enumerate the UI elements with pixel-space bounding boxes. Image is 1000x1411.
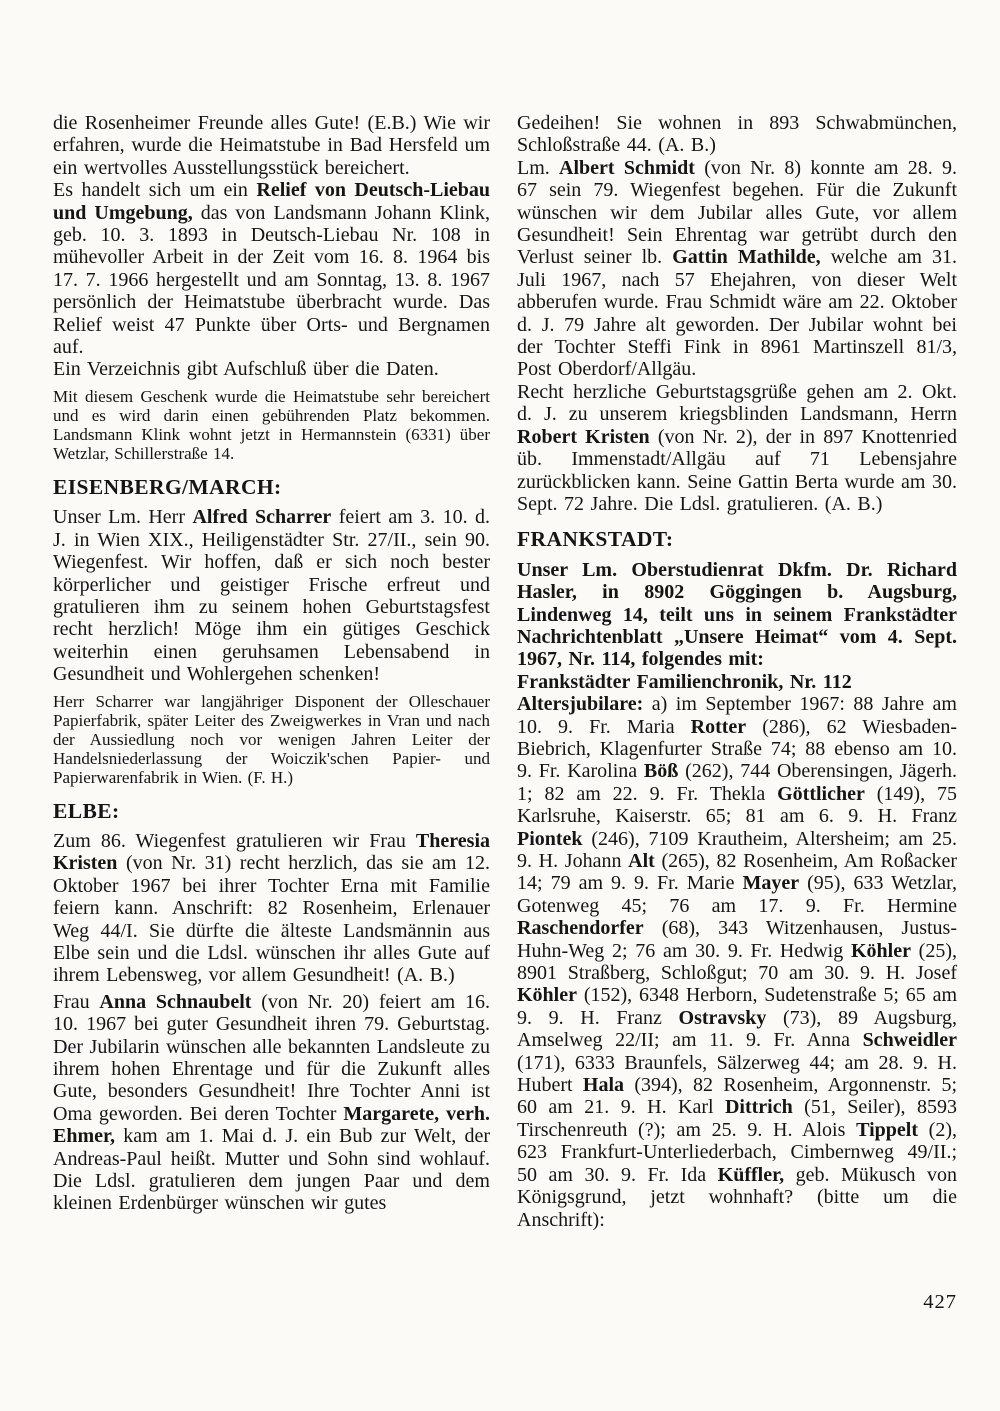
line-familienchronik-title: Frankstädter Familienchronik, Nr. 112 xyxy=(517,670,852,693)
paragraph-relief-deutsch-liebau: Es handelt sich um ein Relief von Deutsch-Liebau und Umgebung, das von Landsmann Johann Klink, geb. 10. 3. 1893 in Deutsch-Liebau Nr. 108 in mühevoller Arbeit in der Zeit vom 16. 8. 1964 bis 17. 7. 1966 hergestellt und am Sonntag, 13. 8. 1967 persönlich der Heimatstube überbracht wurde. Das Relief weist 47 Punkte über Orts- und Bergnamen auf. xyxy=(53,179,490,359)
page-number: 427 xyxy=(923,1291,957,1313)
paragraph-gedeihen-continuation: Gedeihen! Sie wohnen in 893 Schwabmünchen, Schloßstraße 44. (A. B.) xyxy=(517,112,957,157)
section-heading-eisenberg-march: EISENBERG/MARCH: xyxy=(53,474,282,499)
section-heading-elbe: ELBE: xyxy=(53,798,120,823)
paragraph-anna-schnaubelt: Frau Anna Schnaubelt (von Nr. 20) feiert am 16. 10. 1967 bei guter Gesundheit ihren 79. Geburtstag. Der Jubilarin wünschen alle bekannten Landsleute zu ihrem hohen Ehrentage und für die Zukunft alles Gute, besonders Gesundheit! Ihre Tochter Anni ist Oma geworden. Bei deren Tochter Margarete, verh. Ehmer, kam am 1. Mai d. J. ein Bub zur Welt, der Andreas-Paul heißt. Mutter und Sohn sind wohlauf. Die Ldsl. gratulieren dem jungen Paar und dem kleinen Erdenbürger wünschen wir gutes xyxy=(53,990,490,1215)
paragraph-altersjubilare-list: Altersjubilare: a) im September 1967: 88 Jahre am 10. 9. Fr. Maria Rotter (286), 62 Wiesbaden-Biebrich, Klagenfurter Straße 74; 88 ebenso am 10. 9. Fr. Karolina Böß (262), 744 Oberensingen, Jägerh. 1; 82 am 22. 9. Fr. Thekla Göttlicher (149), 75 Karlsruhe, Kaiserstr. 65; 81 am 6. 9. H. Franz Piontek (246), 7109 Krautheim, Altersheim; am 25. 9. H. Johann Alt (265), 82 Rosenheim, Am Roßacker 14; 79 am 9. 9. Fr. Marie Mayer (95), 633 Wetzlar, Gotenweg 45; 76 am 17. 9. Fr. Hermine Raschendorfer (68), 343 Witzenhausen, Justus-Huhn-Weg 2; 76 am 30. 9. Fr. Hedwig Köhler (25), 8901 Straßberg, Schloßgut; 70 am 30. 9. H. Josef Köhler (152), 6348 Herborn, Sudetenstraße 5; 65 am 9. 9. H. Franz Ostravsky (73), 89 Augsburg, Amselweg 22/II; am 11. 9. Fr. Anna Schweidler (171), 6333 Braunfels, Sälzerweg 44; am 28. 9. H. Hubert Hala (394), 82 Rosenheim, Argonnenstr. 5; 60 am 21. 9. H. Karl Dittrich (51, Seiler), 8593 Tirschenreuth (?); am 25. 9. H. Alois Tippelt (2), 623 Frankfurt-Unterliederbach, Cimbernweg 49/II.; 50 am 30. 9. Fr. Ida Küffler, geb. Mükusch von Königsgrund, jetzt wohnhaft? (bitte um die Anschrift): xyxy=(517,693,958,1231)
paragraph-alfred-scharrer: Unser Lm. Herr Alfred Scharrer feiert am 3. 10. d. J. in Wien XIX., Heiligenstädter Str. 27/II., sein 90. Wiegenfest. Wir hoffen, daß er sich noch bester körperlicher und geistiger Frische erfreut und gratulieren ihm zu seinem hohen Geburtstagsfest recht herzlich! Möge ihm ein gütiges Geschick weiterhin einen geruhsamen Lebensabend in Gesundheit und Wohlergehen schenken! xyxy=(53,506,491,686)
paragraph-rosenheim-continuation: die Rosenheimer Freunde alles Gute! (E.B.) Wie wir erfahren, wurde die Heimatstube in Bad Hersfeld um ein wertvolles Ausstellungsstück bereichert. xyxy=(53,112,490,179)
paragraph-verzeichnis: Ein Verzeichnis gibt Aufschluß über die Daten. xyxy=(53,358,439,381)
section-heading-frankstadt: FRANKSTADT: xyxy=(517,527,674,552)
note-scharrer-career: Herr Scharrer war langjähriger Disponent der Olleschauer Papierfabrik, später Leiter des Zweigwerkes in Vran und nach der Aussiedlung noch vor wenigen Jahren Leiter der Handelsniederlassung der Woiczik'schen Papier- und Papierwarenfabrik in Wien. (F. H.) xyxy=(53,691,490,787)
right-column xyxy=(517,112,957,1231)
paragraph-robert-kristen: Recht herzliche Geburtstagsgrüße gehen am 2. Okt. d. J. zu unserem kriegsblinden Landsmann, Herrn Robert Kristen (von Nr. 2), der in 897 Knottenried üb. Immenstadt/Allgäu auf 71 Lebensjahre zurückblicken kann. Seine Gattin Berta wurde am 30. Sept. 72 Jahre. Die Ldsl. gratulieren. (A. B.) xyxy=(517,380,957,515)
paragraph-hasler-intro: Unser Lm. Oberstudienrat Dkfm. Dr. Richard Hasler, in 8902 Göggingen b. Augsburg, Lindenweg 14, teilt uns in seinem Frankstädter Nachrichtenblatt „Unsere Heimat“ vom 4. Sept. 1967, Nr. 114, folgendes mit: xyxy=(517,558,957,671)
note-klink-address: Mit diesem Geschenk wurde die Heimatstube sehr bereichert und es wird darin einen gebührenden Platz bekommen. Landsmann Klink wohnt jetzt in Hermannstein (6331) über Wetzlar, Schillerstraße 14. xyxy=(53,386,490,463)
paragraph-albert-schmidt: Lm. Albert Schmidt (von Nr. 8) konnte am 28. 9. 67 sein 79. Wiegenfest begehen. Für die Zukunft wünschen wir dem Jubilar alles Gute, vor allem Gesundheit! Sein Ehrentag war getrübt durch den Verlust seiner lb. Gattin Mathilde, welche am 31. Juli 1967, nach 57 Ehejahren, von dieser Welt abberufen wurde. Frau Schmidt wäre am 22. Oktober d. J. 79 Jahre alt geworden. Der Jubilar wohnt bei der Tochter Steffi Fink in 8961 Martinszell 81/3, Post Oberdorf/Allgäu. xyxy=(517,156,958,381)
paragraph-theresia-kristen: Zum 86. Wiegenfest gratulieren wir Frau Theresia Kristen (von Nr. 31) recht herzlich, das sie am 12. Oktober 1967 bei ihrer Tochter Erna mit Familie feiern kann. Anschrift: 82 Rosenheim, Erlenauer Weg 44/I. Sie dürfte die älteste Landsmännin aus Elbe sein und die Ldsl. wünschen ihr alles Gute auf ihrem Lebensweg, vor allem Gesundheit! (A. B.) xyxy=(53,829,490,987)
left-column xyxy=(53,112,490,1215)
